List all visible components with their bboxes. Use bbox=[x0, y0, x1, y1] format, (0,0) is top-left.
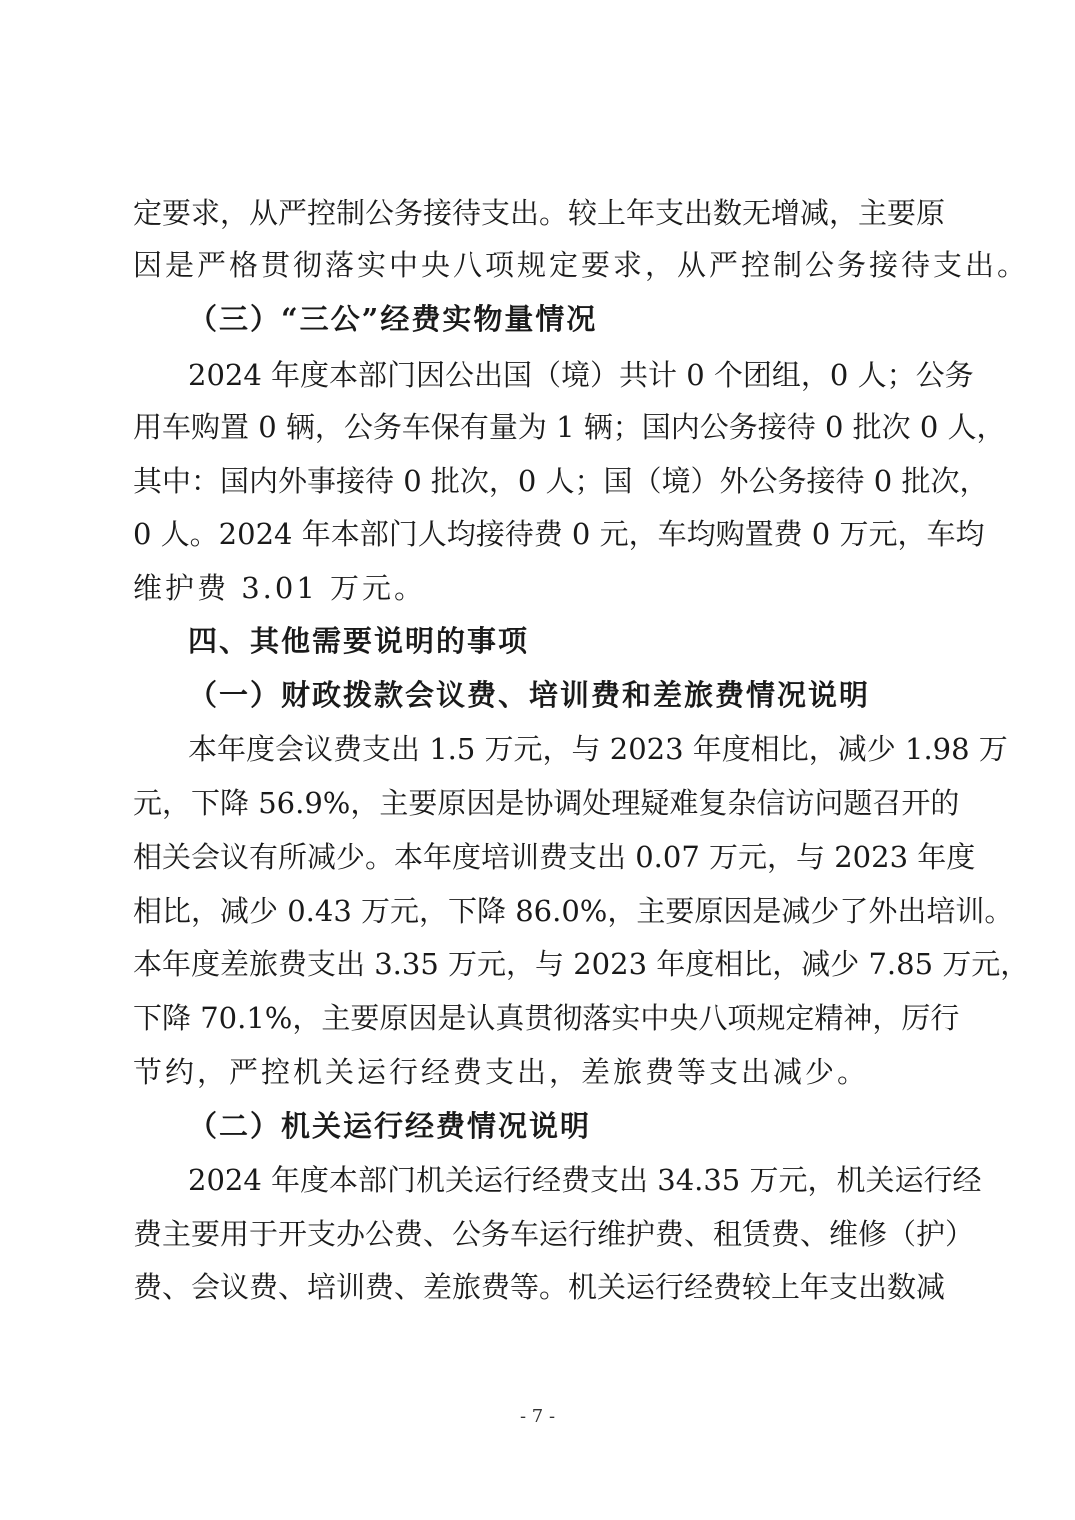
page-number: - 7 - bbox=[519, 1406, 556, 1427]
paragraph-line: 本年度会议费支出 1.5 万元，与 2023 年度相比，减少 1.98 万 bbox=[188, 732, 1008, 766]
paragraph-line: 2024 年度本部门机关运行经费支出 34.35 万元，机关运行经 bbox=[188, 1163, 982, 1197]
paragraph-line: 本年度差旅费支出 3.35 万元，与 2023 年度相比，减少 7.85 万元， bbox=[133, 947, 1030, 981]
paragraph-line: 下降 70.1%，主要原因是认真贯彻落实中央八项规定精神，厉行 bbox=[133, 1001, 960, 1035]
paragraph-line: 2024 年度本部门因公出国（境）共计 0 个团组，0 人；公务 bbox=[188, 358, 974, 392]
paragraph-line: 相关会议有所减少。本年度培训费支出 0.07 万元，与 2023 年度 bbox=[133, 840, 976, 874]
paragraph-line: 因是严格贯彻落实中央八项规定要求，从严控制公务接待支出。 bbox=[133, 248, 1030, 282]
paragraph-line: 用车购置 0 辆，公务车保有量为 1 辆；国内公务接待 0 批次 0 人， bbox=[133, 410, 1006, 444]
paragraph-line: 相比，减少 0.43 万元，下降 86.0%，主要原因是减少了外出培训。 bbox=[133, 894, 1014, 928]
section-heading-other-matters: 四、其他需要说明的事项 bbox=[188, 624, 530, 658]
paragraph-line: 费、会议费、培训费、差旅费等。机关运行经费较上年支出数减 bbox=[133, 1270, 946, 1304]
paragraph-line: 元，下降 56.9%，主要原因是协调处理疑难复杂信访问题召开的 bbox=[133, 786, 960, 820]
section-heading-meeting-training-travel: （一）财政拨款会议费、培训费和差旅费情况说明 bbox=[188, 678, 871, 712]
section-heading-san-gong-quantity: （三）“三公”经费实物量情况 bbox=[188, 302, 598, 336]
paragraph-line: 费主要用于开支办公费、公务车运行维护费、租赁费、维修（护） bbox=[133, 1217, 975, 1251]
paragraph-line: 定要求，从严控制公务接待支出。较上年支出数无增减，主要原 bbox=[133, 196, 946, 230]
paragraph-line: 节约，严控机关运行经费支出，差旅费等支出减少。 bbox=[133, 1055, 870, 1089]
paragraph-line: 其中：国内外事接待 0 批次，0 人；国（境）外公务接待 0 批次， bbox=[133, 464, 989, 498]
paragraph-line: 维护费 3.01 万元。 bbox=[133, 571, 427, 605]
section-heading-operating-expenses: （二）机关运行经费情况说明 bbox=[188, 1109, 592, 1143]
paragraph-line: 0 人。2024 年本部门人均接待费 0 元，车均购置费 0 万元，车均 bbox=[133, 517, 985, 551]
